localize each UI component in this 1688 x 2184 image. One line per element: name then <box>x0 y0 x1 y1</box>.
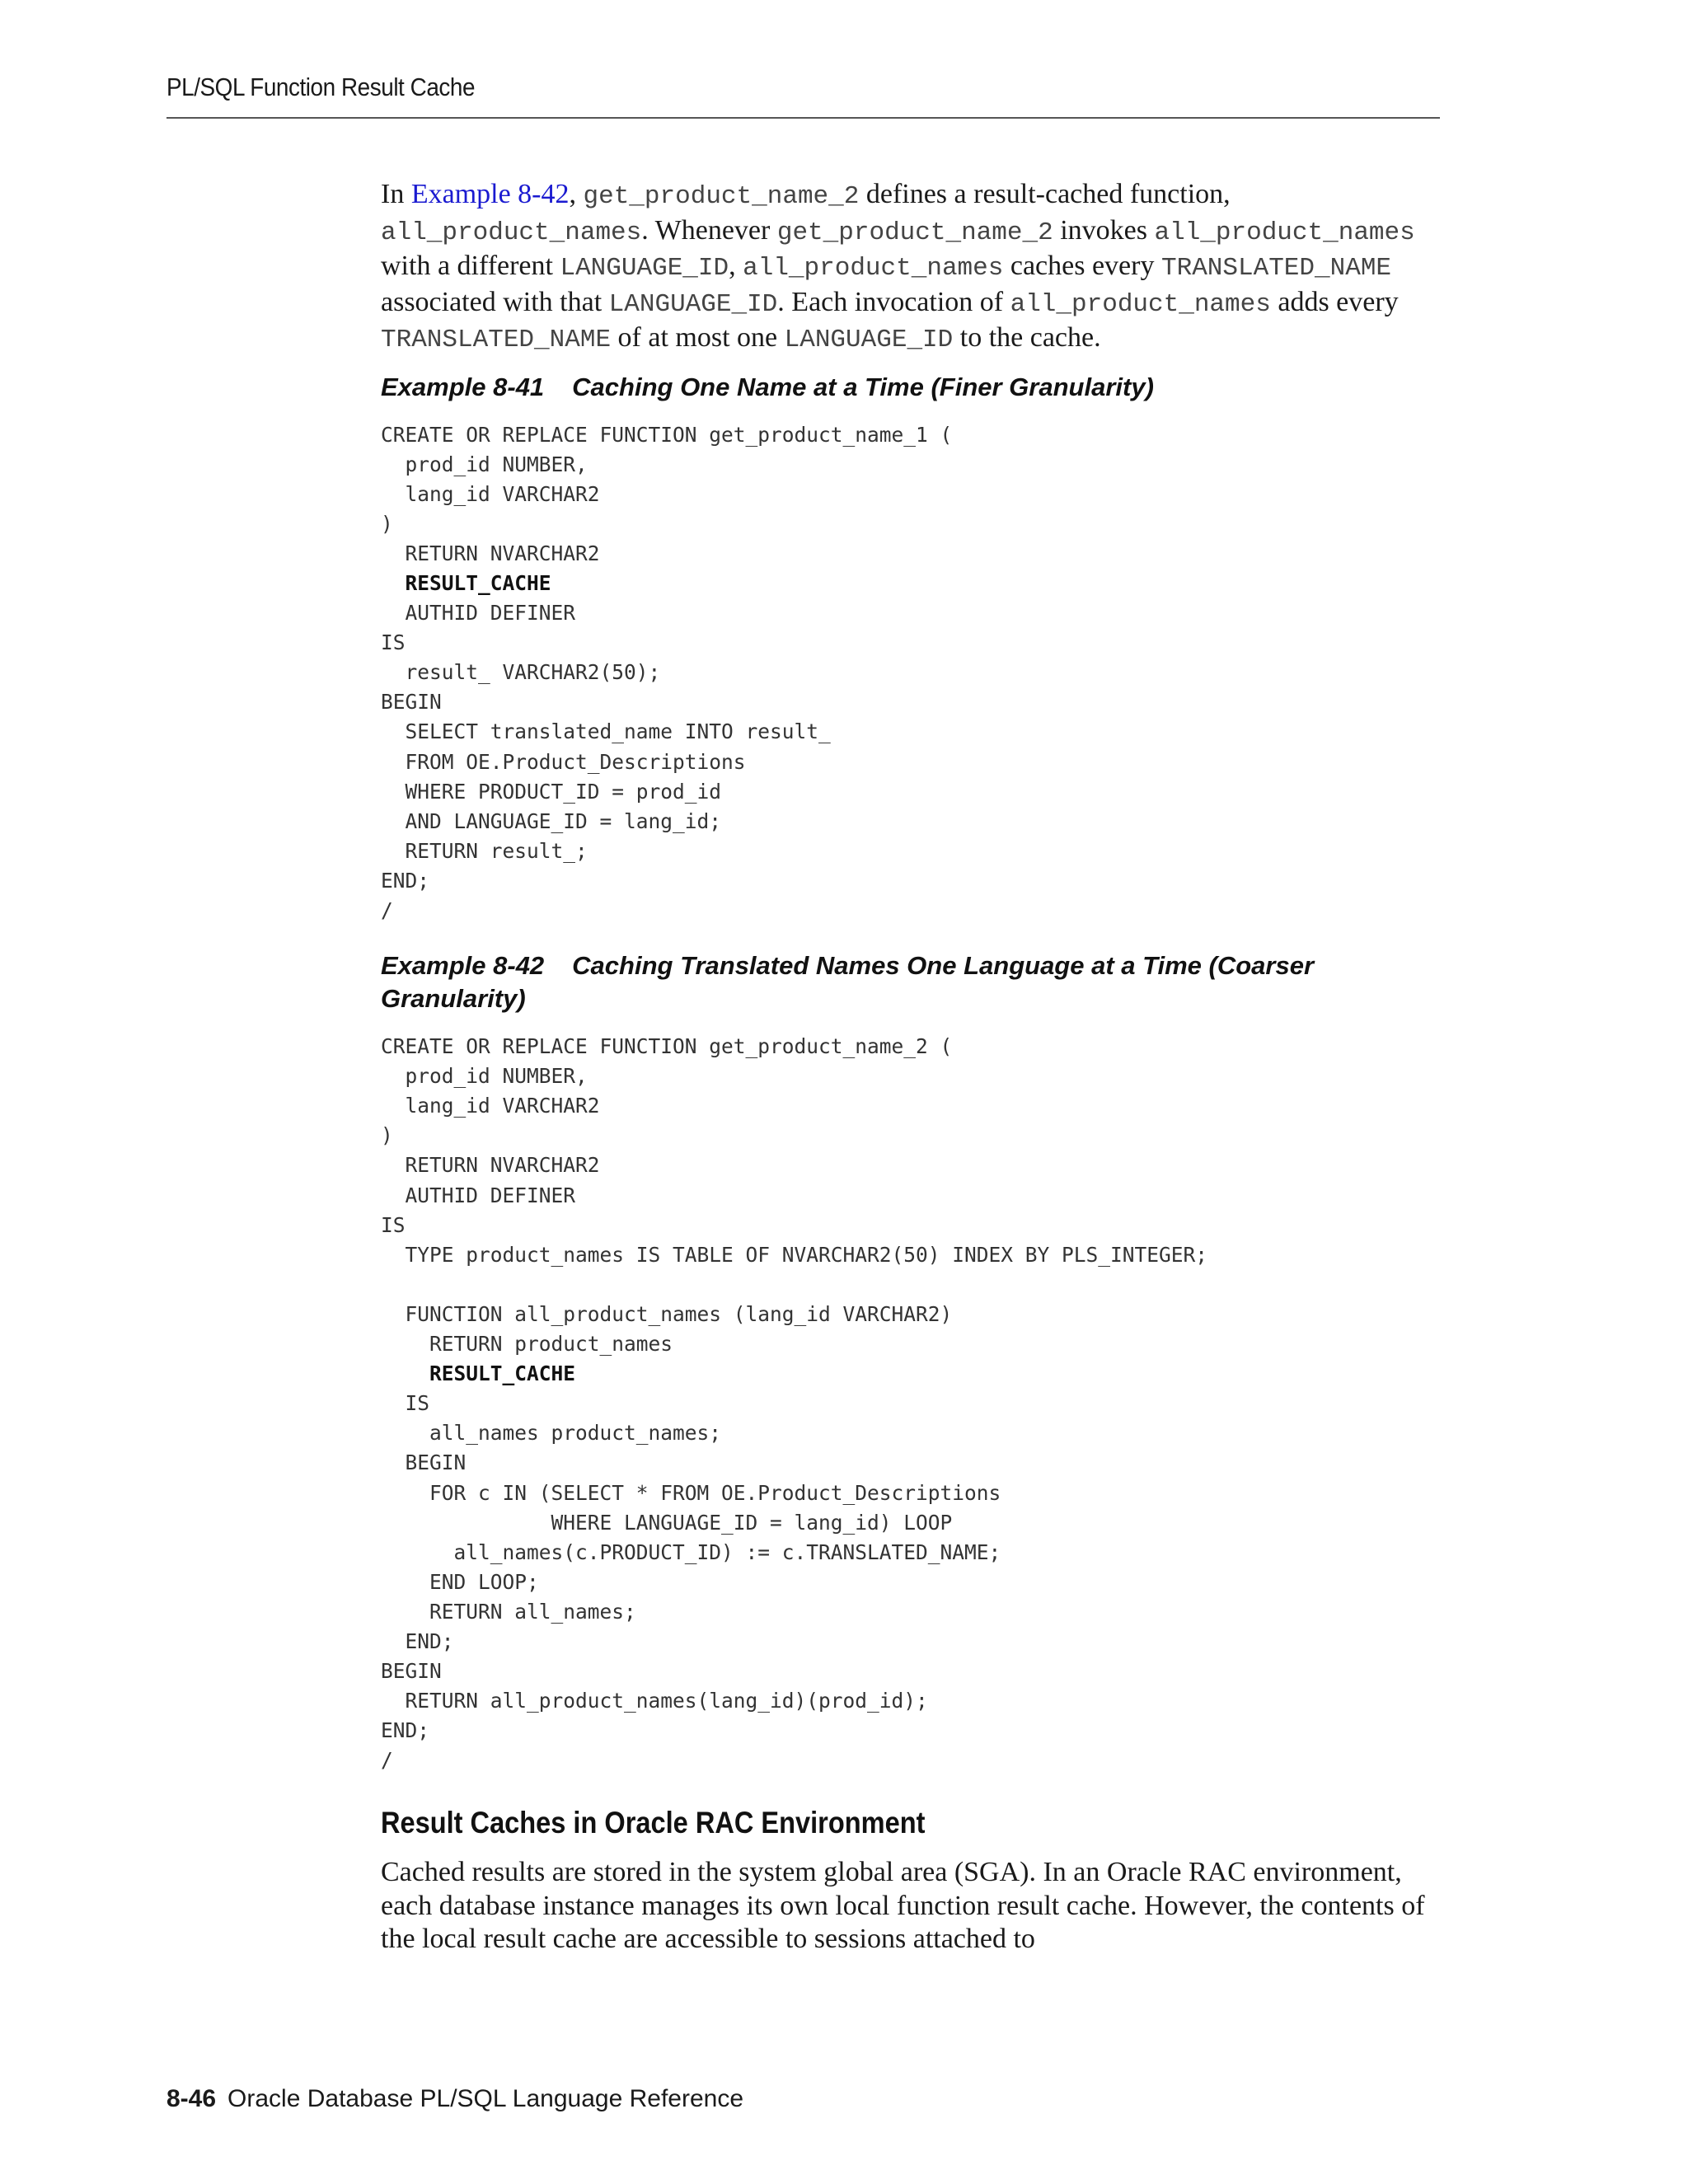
example-8-41-code <box>381 420 1444 926</box>
page-number: 8-46 <box>166 2085 217 2112</box>
code-term: LANGUAGE_ID <box>560 254 729 283</box>
intro-text: caches every <box>1003 251 1161 281</box>
code-term: all_product_names <box>743 254 1004 283</box>
intro-text: . Whenever <box>641 214 777 246</box>
running-header-title: PL/SQL Function Result Cache <box>166 73 476 101</box>
section-paragraph: Cached results are stored in the system global area (SGA). In an Oracle RAC environment, each database instance manages its own local function result cache. However, the contents of the local result cache are accessible to sessions attached to <box>381 1857 1425 1955</box>
example-number: Example 8-41 <box>381 372 545 401</box>
section-heading: Result Caches in Oracle RAC Environment <box>381 1806 926 1840</box>
book-title: Oracle Database PL/SQL Language Reference <box>227 2085 744 2112</box>
intro-paragraph <box>381 178 1444 358</box>
intro-text: adds every <box>1270 286 1399 317</box>
code-text: CREATE OR REPLACE FUNCTION get_product_name_1 ( prod_id NUMBER, lang_id VARCHAR2 ) RETURN NVARCHAR2 <box>381 422 953 565</box>
example-8-42-title <box>381 949 1444 1015</box>
code-term: TRANSLATED_NAME <box>1160 254 1392 283</box>
code-keyword-bold: RESULT_CACHE <box>405 570 551 595</box>
intro-text: , <box>569 179 584 209</box>
intro-text: of at most one <box>611 322 785 353</box>
code-term: all_product_names <box>381 218 642 247</box>
intro-text: defines a result-cached function, <box>859 179 1231 209</box>
code-text: AUTHID DEFINER IS result_ VARCHAR2(50); BEGIN SELECT translated_name INTO result_ FROM OE.Product_Descriptions WHERE PRODUCT_ID = prod_id AND LANGUAGE_ID = lang_id; RETURN result_; END; / <box>381 601 831 922</box>
example-caption: Caching Translated Names One Language at a Time (Coarser Granularity) <box>381 951 1315 1014</box>
code-term: all_product_names <box>1010 289 1271 319</box>
intro-text: invokes <box>1053 214 1155 246</box>
intro-text: with a different <box>381 251 560 281</box>
code-text: CREATE OR REPLACE FUNCTION get_product_name_2 ( prod_id NUMBER, lang_id VARCHAR2 ) RETURN NVARCHAR2 AUTHID DEFINER IS TYPE product_names IS TABLE OF NVARCHAR2(50) INDEX BY PLS_INTEGER; FUNCTION all_product_names (lang_id VARCHAR2) RETURN product_names <box>381 1034 1208 1357</box>
code-term: get_product_name_2 <box>583 182 860 211</box>
code-term: TRANSLATED_NAME <box>381 326 612 354</box>
intro-text: , <box>729 251 743 281</box>
example-caption: Caching One Name at a Time (Finer Granularity) <box>572 372 1154 401</box>
code-term: LANGUAGE_ID <box>608 289 778 319</box>
example-8-41-title <box>381 371 1444 404</box>
intro-text: associated with that <box>381 286 609 317</box>
intro-text: . Each invocation of <box>777 286 1010 317</box>
code-term: get_product_name_2 <box>776 218 1053 247</box>
header-divider <box>166 117 1440 119</box>
page-content <box>381 178 1444 1957</box>
code-term: all_product_names <box>1154 218 1415 247</box>
code-term: LANGUAGE_ID <box>784 326 954 354</box>
code-text: IS all_names product_names; BEGIN FOR c IN (SELECT * FROM OE.Product_Descriptions WHERE LANGUAGE_ID = lang_id) LOOP all_names(c.PRODUCT_ID) := c.TRANSLATED_NAME; END LOOP; RETURN all_names; END; BEGIN RETURN all_product_names(lang_id)(prod_id); END; / <box>381 1391 1001 1773</box>
example-8-42-code <box>381 1032 1444 1775</box>
intro-text: to the cache. <box>953 322 1101 353</box>
example-number: Example 8-42 <box>381 951 545 981</box>
example-8-42-link[interactable]: Example 8-42 <box>410 179 570 209</box>
code-keyword-bold: RESULT_CACHE <box>429 1361 576 1386</box>
intro-text: In <box>381 179 411 209</box>
page-footer <box>166 2085 743 2113</box>
